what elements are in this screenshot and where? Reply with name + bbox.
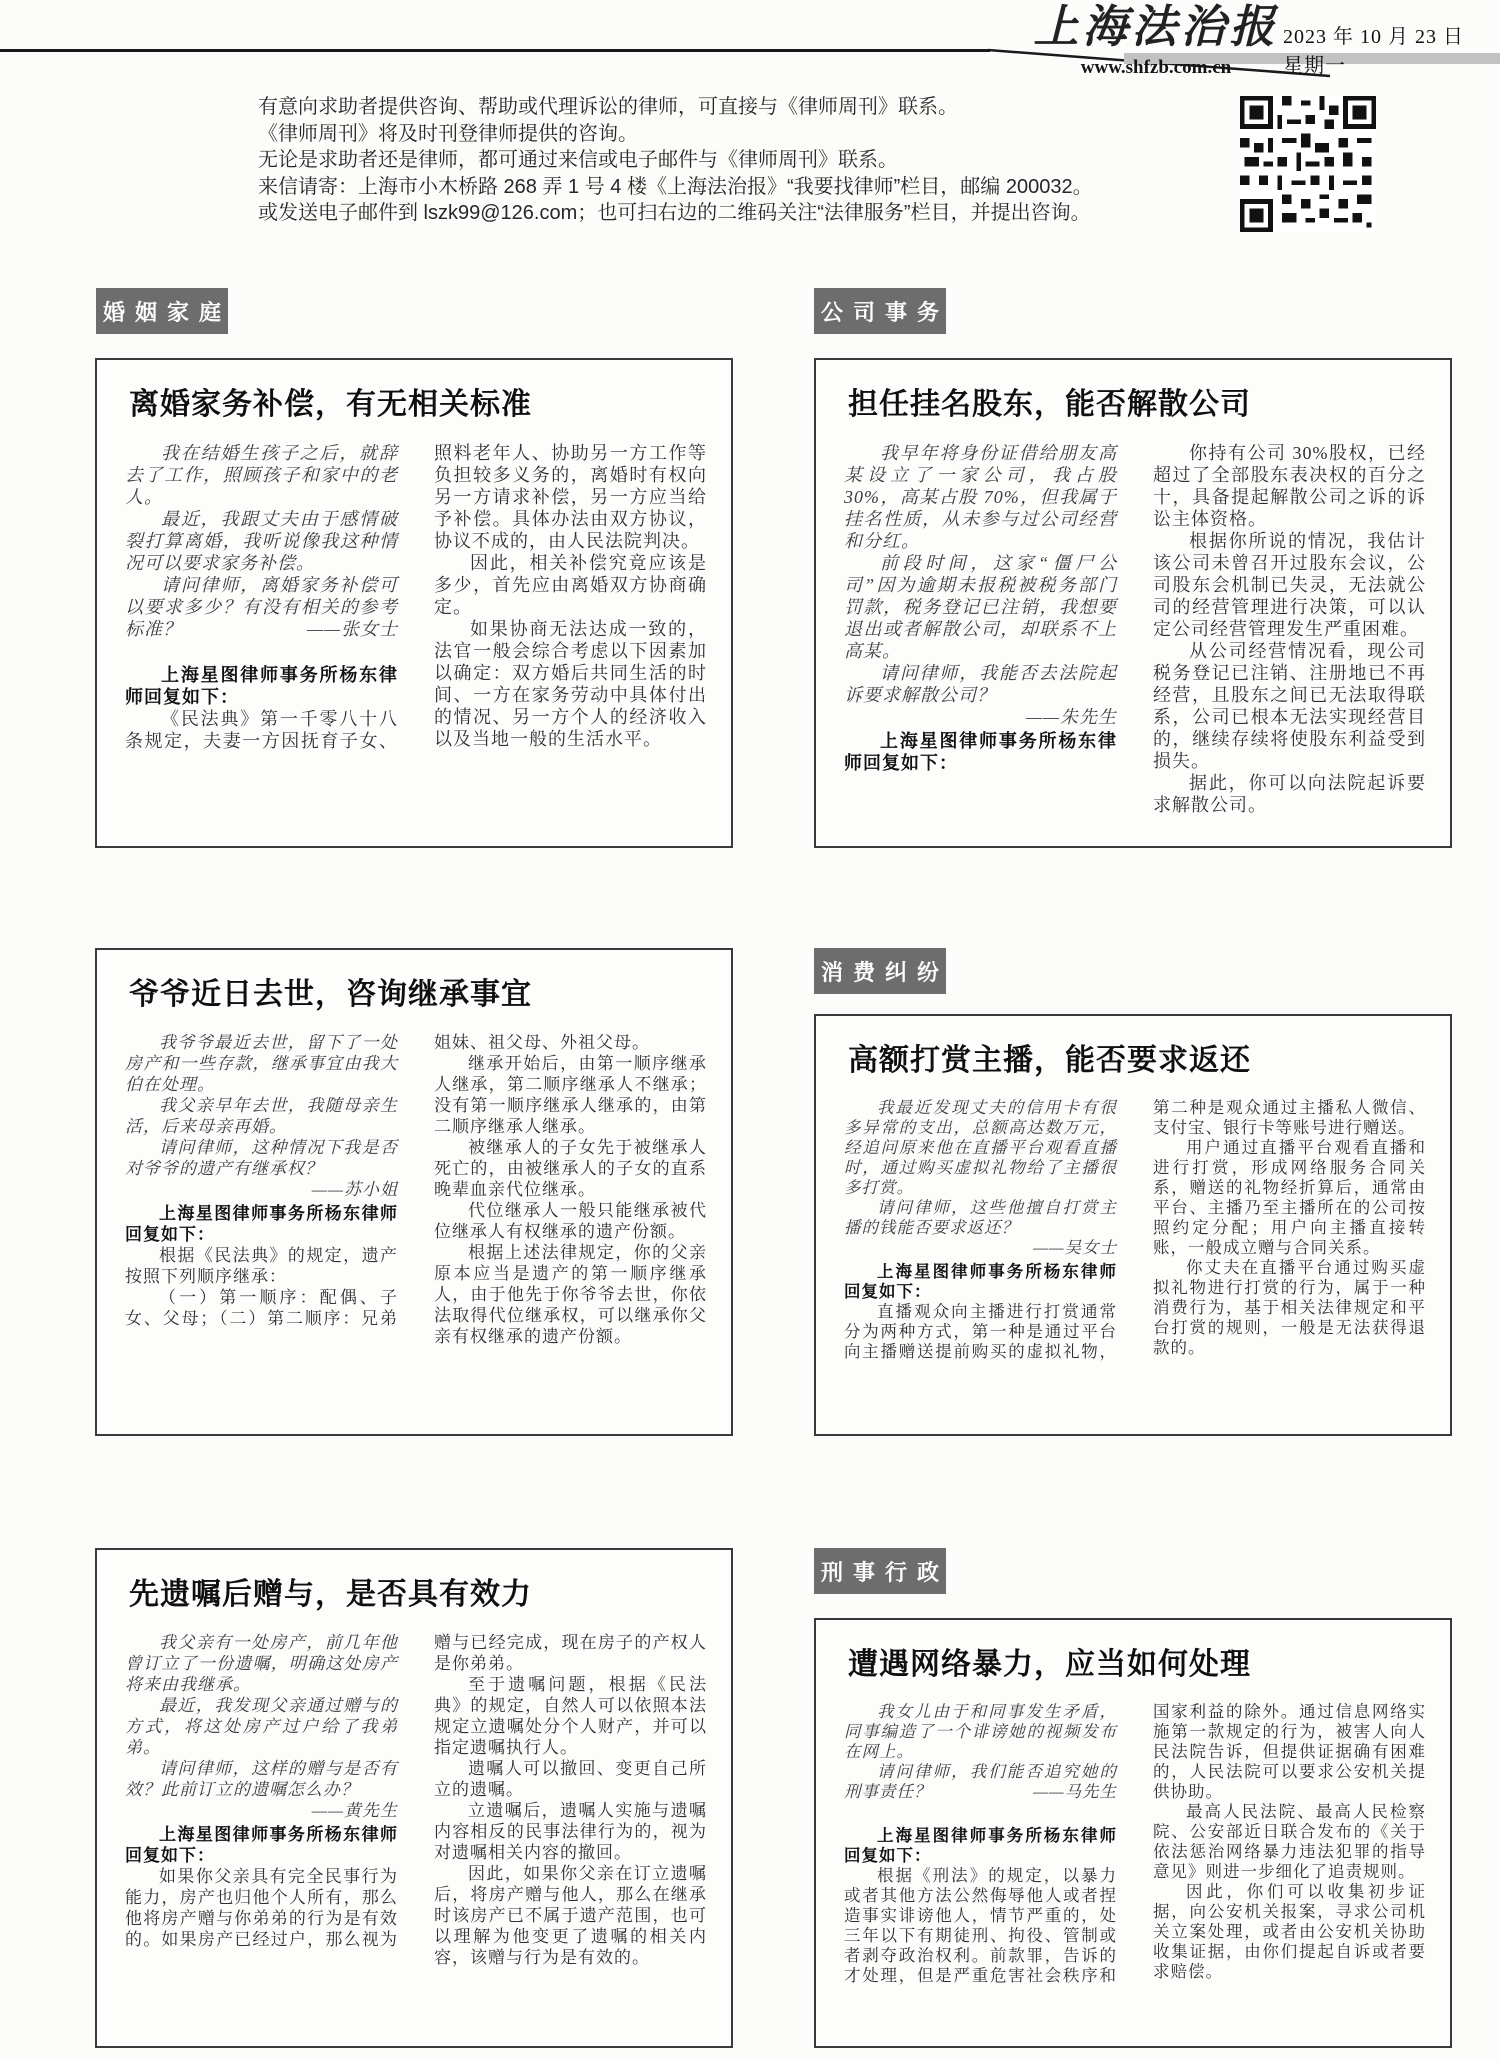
question-paragraph: 前段时间，这家“僵尸公司”因为逾期未报税被税务部门罚款，税务登记已注销，我想要退出或者解散公司，却联系不上高某。: [844, 553, 1117, 661]
reply-paragraph: 《民法典》第一千零八十八条规定，夫妻一方因抚育子女、照料老年人、协助另一方工作等负担较多义务的，离婚时有权向另一方请求补偿，另一方应当给予补偿。具体办法由双方协议，协议不成的，由人民法院判决。: [125, 443, 707, 751]
article-title: 离婚家务补偿，有无相关标准: [129, 388, 532, 421]
question-paragraph: 最近，我发现父亲通过赠与的方式，将这处房产过户给了我弟弟。: [125, 1696, 398, 1757]
section-tag-criminal-admin: 刑事行政: [814, 1548, 946, 1594]
asker-signature: ——马先生: [1033, 1782, 1117, 1801]
article-body: [125, 442, 707, 832]
question-paragraph: 请问律师，这种情况下我是否对爷爷的遗产有继承权？ ——苏小姐: [125, 1138, 398, 1199]
article-box-livestream-tipping: [814, 1014, 1452, 1436]
reply-head: 上海星图律师事务所杨东律师回复如下：: [125, 665, 398, 707]
newspaper-logo: 上海法治报: [1033, 0, 1279, 53]
asker-signature: ——张女士: [306, 619, 398, 639]
article-box-nominal-shareholder: [814, 358, 1452, 848]
masthead-website: www.shfzb.com.cn: [1080, 57, 1232, 78]
article-title: 先遗嘱后赠与，是否具有效力: [129, 1578, 532, 1611]
question-paragraph: 请问律师，这样的赠与是否有效？此前订立的遗嘱怎么办？ ——黄先生: [125, 1759, 398, 1820]
article-box-divorce-compensation: [95, 358, 733, 848]
reply-head: 上海星图律师事务所杨东律师回复如下：: [125, 1825, 398, 1865]
qr-code-icon: [1240, 96, 1376, 232]
article-body: [844, 1702, 1426, 2032]
reply-paragraph: 如果你父亲具有完全民事行为能力，房产也归他个人所有，那么他将房产赠与你弟弟的行为是有效的。如果房产已经过户，那么视为赠与已经完成，现在房子的产权人是你弟弟。: [125, 1633, 707, 1949]
intro-line: 无论是求助者还是律师，都可通过来信或电子邮件与《律师周刊》联系。: [258, 149, 898, 171]
reply-paragraph: 你丈夫在直播平台通过购买虚拟礼物进行打赏的行为，属于一种消费行为，基于相关法律规定和平台打赏的规则，一般是无法获得退款的。: [1153, 1258, 1426, 1357]
intro-line: 《律师周刊》将及时刊登律师提供的咨询。: [258, 122, 638, 145]
intro-line: 或发送电子邮件到 lszk99@126.com；也可扫右边的二维码关注“法律服务”栏目，并提出咨询。: [258, 202, 1091, 224]
question-paragraph: 请问律师，我们能否追究她的刑事责任？ ——马先生: [844, 1762, 1117, 1801]
question-paragraph: 我爷爷最近去世，留下了一处房产和一些存款，继承事宜由我大伯在处理。: [125, 1033, 398, 1094]
asker-signature: ——吴女士: [1033, 1238, 1117, 1257]
reply-paragraph: 因此，相关补偿究竟应该是多少，首先应由离婚双方协商确定。: [434, 553, 707, 617]
question-paragraph: 请问律师，我能否去法院起诉要求解散公司？ ——朱先生: [844, 663, 1117, 727]
reply-paragraph: 根据《民法典》的规定，遗产按照下列顺序继承：: [125, 1246, 398, 1286]
asker-signature: ——黄先生: [311, 1801, 398, 1820]
question-paragraph: 我最近发现丈夫的信用卡有很多异常的支出，总额高达数万元，经追问原来他在直播平台观看直播时，通过购买虚拟礼物给了主播很多打赏。: [844, 1098, 1117, 1197]
reply-paragraph: 因此，如果你父亲在订立遗嘱后，将房产赠与他人，那么在继承时该房产已不属于遗产范围，也可以理解为他变更了遗嘱的相关内容，该赠与行为是有效的。: [434, 1864, 707, 1967]
reply-paragraph: 立遗嘱后，遗嘱人实施与遗嘱内容相反的民事法律行为的，视为对遗嘱相关内容的撤回。: [434, 1801, 707, 1862]
asker-signature: ——苏小姐: [311, 1180, 398, 1199]
article-title: 遭遇网络暴力，应当如何处理: [848, 1648, 1251, 1681]
reply-head: 上海星图律师事务所杨东律师回复如下：: [844, 1263, 1117, 1301]
reply-paragraph: 因此，你们可以收集初步证据，向公安机关报案，寻求公司机关立案处理，或者由公安机关协助收集证据，由你们提起自诉或者要求赔偿。: [1153, 1882, 1426, 1981]
article-box-will-vs-gift: [95, 1548, 733, 2048]
question-paragraph: 我父亲早年去世，我随母亲生活，后来母亲再婚。: [125, 1096, 398, 1136]
reply-paragraph: 用户通过直播平台观看直播和进行打赏，形成网络服务合同关系，赠送的礼物经折算后，通常由平台、主播乃至主播所在的公司按照约定分配；用户向主播直接转账，一般成立赠与合同关系。: [1153, 1138, 1426, 1257]
reply-head: 上海星图律师事务所杨东律师回复如下：: [844, 731, 1117, 773]
question-paragraph: 我早年将身份证借给朋友高某设立了一家公司，我占股 30%，高某占股 70%，但我属于挂名性质，从未参与过公司经营和分红。: [844, 443, 1117, 551]
question-paragraph: 请问律师，这些他擅自打赏主播的钱能否要求返还？ ——吴女士: [844, 1198, 1117, 1257]
article-box-inheritance: [95, 948, 733, 1436]
article-body: [844, 442, 1426, 832]
reply-paragraph: 据此，你可以向法院起诉要求解散公司。: [1153, 773, 1426, 815]
intro-line: 来信请寄：上海市小木桥路 268 弄 1 号 4 楼《上海法治报》“我要找律师”栏目，邮编 200032。: [258, 175, 1093, 198]
article-title: 担任挂名股东，能否解散公司: [848, 388, 1251, 421]
question-paragraph: 我在结婚生孩子之后，就辞去了工作，照顾孩子和家中的老人。: [125, 443, 398, 507]
reply-paragraph: 根据你所说的情况，我估计该公司未曾召开过股东会议，公司股东会机制已失灵，无法就公司的经营管理进行决策，可以认定公司经营管理发生严重困难。: [1153, 531, 1426, 639]
section-tag-marriage-family: 婚姻家庭: [96, 288, 228, 334]
question-paragraph: 最近，我跟丈夫由于感情破裂打算离婚，我听说像我这种情况可以要求家务补偿。: [125, 509, 398, 573]
reply-paragraph: 你持有公司 30%股权，已经超过了全部股东表决权的百分之十，具备提起解散公司之诉的诉讼主体资格。: [1153, 443, 1426, 529]
reply-paragraph: （一）第一顺序：配偶、子女、父母；（二）第二顺序：兄弟姐妹、祖父母、外祖父母。: [125, 1033, 650, 1328]
reply-paragraph: 从公司经营情况看，现公司税务登记已注销、注册地已不再经营，且股东之间已无法取得联系，公司已根本无法实现经营目的，继续存续将使股东利益受到损失。: [1153, 641, 1426, 771]
reply-paragraph: 继承开始后，由第一顺序继承人继承，第二顺序继承人不继承；没有第一顺序继承人继承的，由第二顺序继承人继承。: [434, 1054, 707, 1136]
masthead-date: 2023 年 10 月 23 日 星期一: [1283, 26, 1485, 77]
article-box-cyber-violence: [814, 1618, 1452, 2048]
reply-paragraph: 根据《刑法》的规定，以暴力或者其他方法公然侮辱他人或者捏造事实诽谤他人，情节严重的，处三年以下有期徒刑、拘役、管制或者剥夺政治权利。前款罪，告诉的才处理，但是严重危害社会秩序和国家利益的除外。通过信息网络实施第一款规定的行为，被害人向人民法院告诉，但提供证据确有困难的，人民法院可以要求公安机关提供协助。: [844, 1702, 1426, 1985]
reply-paragraph: 至于遗嘱问题，根据《民法典》的规定，自然人可以依照本法规定立遗嘱处分个人财产，并可以指定遗嘱执行人。: [434, 1675, 707, 1757]
article-title: 爷爷近日去世，咨询继承事宜: [129, 978, 532, 1011]
reply-head: 上海星图律师事务所杨东律师回复如下：: [125, 1204, 398, 1244]
question-paragraph: 我女儿由于和同事发生矛盾，同事编造了一个诽谤她的视频发布在网上。: [844, 1702, 1117, 1761]
reply-paragraph: 最高人民法院、最高人民检察院、公安部近日联合发布的《关于依法惩治网络暴力违法犯罪的指导意见》则进一步细化了追责规则。: [1153, 1802, 1426, 1881]
section-tag-company-affairs: 公司事务: [814, 288, 946, 334]
article-body: [125, 1632, 707, 2032]
article-body: [125, 1032, 707, 1420]
reply-paragraph: 如果协商无法达成一致的，法官一般会综合考虑以下因素加以确定：双方婚后共同生活的时间、一方在家务劳动中具体付出的情况、另一方个人的经济收入以及当地一般的生活水平。: [434, 619, 707, 749]
reply-paragraph: 代位继承人一般只能继承被代位继承人有权继承的遗产份额。: [434, 1201, 707, 1241]
question-paragraph: 我父亲有一处房产，前几年他曾订立了一份遗嘱，明确这处房产将来由我继承。: [125, 1633, 398, 1694]
intro-note: [258, 94, 1093, 227]
reply-paragraph: 遗嘱人可以撤回、变更自己所立的遗嘱。: [434, 1759, 707, 1799]
reply-paragraph: 被继承人的子女先于被继承人死亡的，由被继承人的子女的直系晚辈血亲代位继承。: [434, 1138, 707, 1199]
reply-head: 上海星图律师事务所杨东律师回复如下：: [844, 1827, 1117, 1865]
intro-line: 有意向求助者提供咨询、帮助或代理诉讼的律师，可直接与《律师周刊》联系。: [258, 96, 958, 118]
reply-paragraph: 根据上述法律规定，你的父亲原本应当是遗产的第一顺序继承人，由于他先于你爷爷去世，你依法取得代位继承权，可以继承你父亲有权继承的遗产份额。: [434, 1243, 707, 1346]
asker-signature: ——朱先生: [1025, 707, 1117, 727]
reply-paragraph: 直播观众向主播进行打赏通常分为两种方式，第一种是通过平台向主播赠送提前购买的虚拟礼物，第二种是观众通过主播私人微信、支付宝、银行卡等账号进行赠送。: [844, 1098, 1426, 1361]
article-title: 高额打赏主播，能否要求返还: [848, 1044, 1251, 1077]
article-body: [844, 1098, 1426, 1420]
section-tag-consumer-dispute: 消费纠纷: [814, 948, 946, 994]
question-paragraph: 请问律师，离婚家务补偿可以要求多少？有没有相关的参考标准？ ——张女士: [125, 575, 398, 639]
